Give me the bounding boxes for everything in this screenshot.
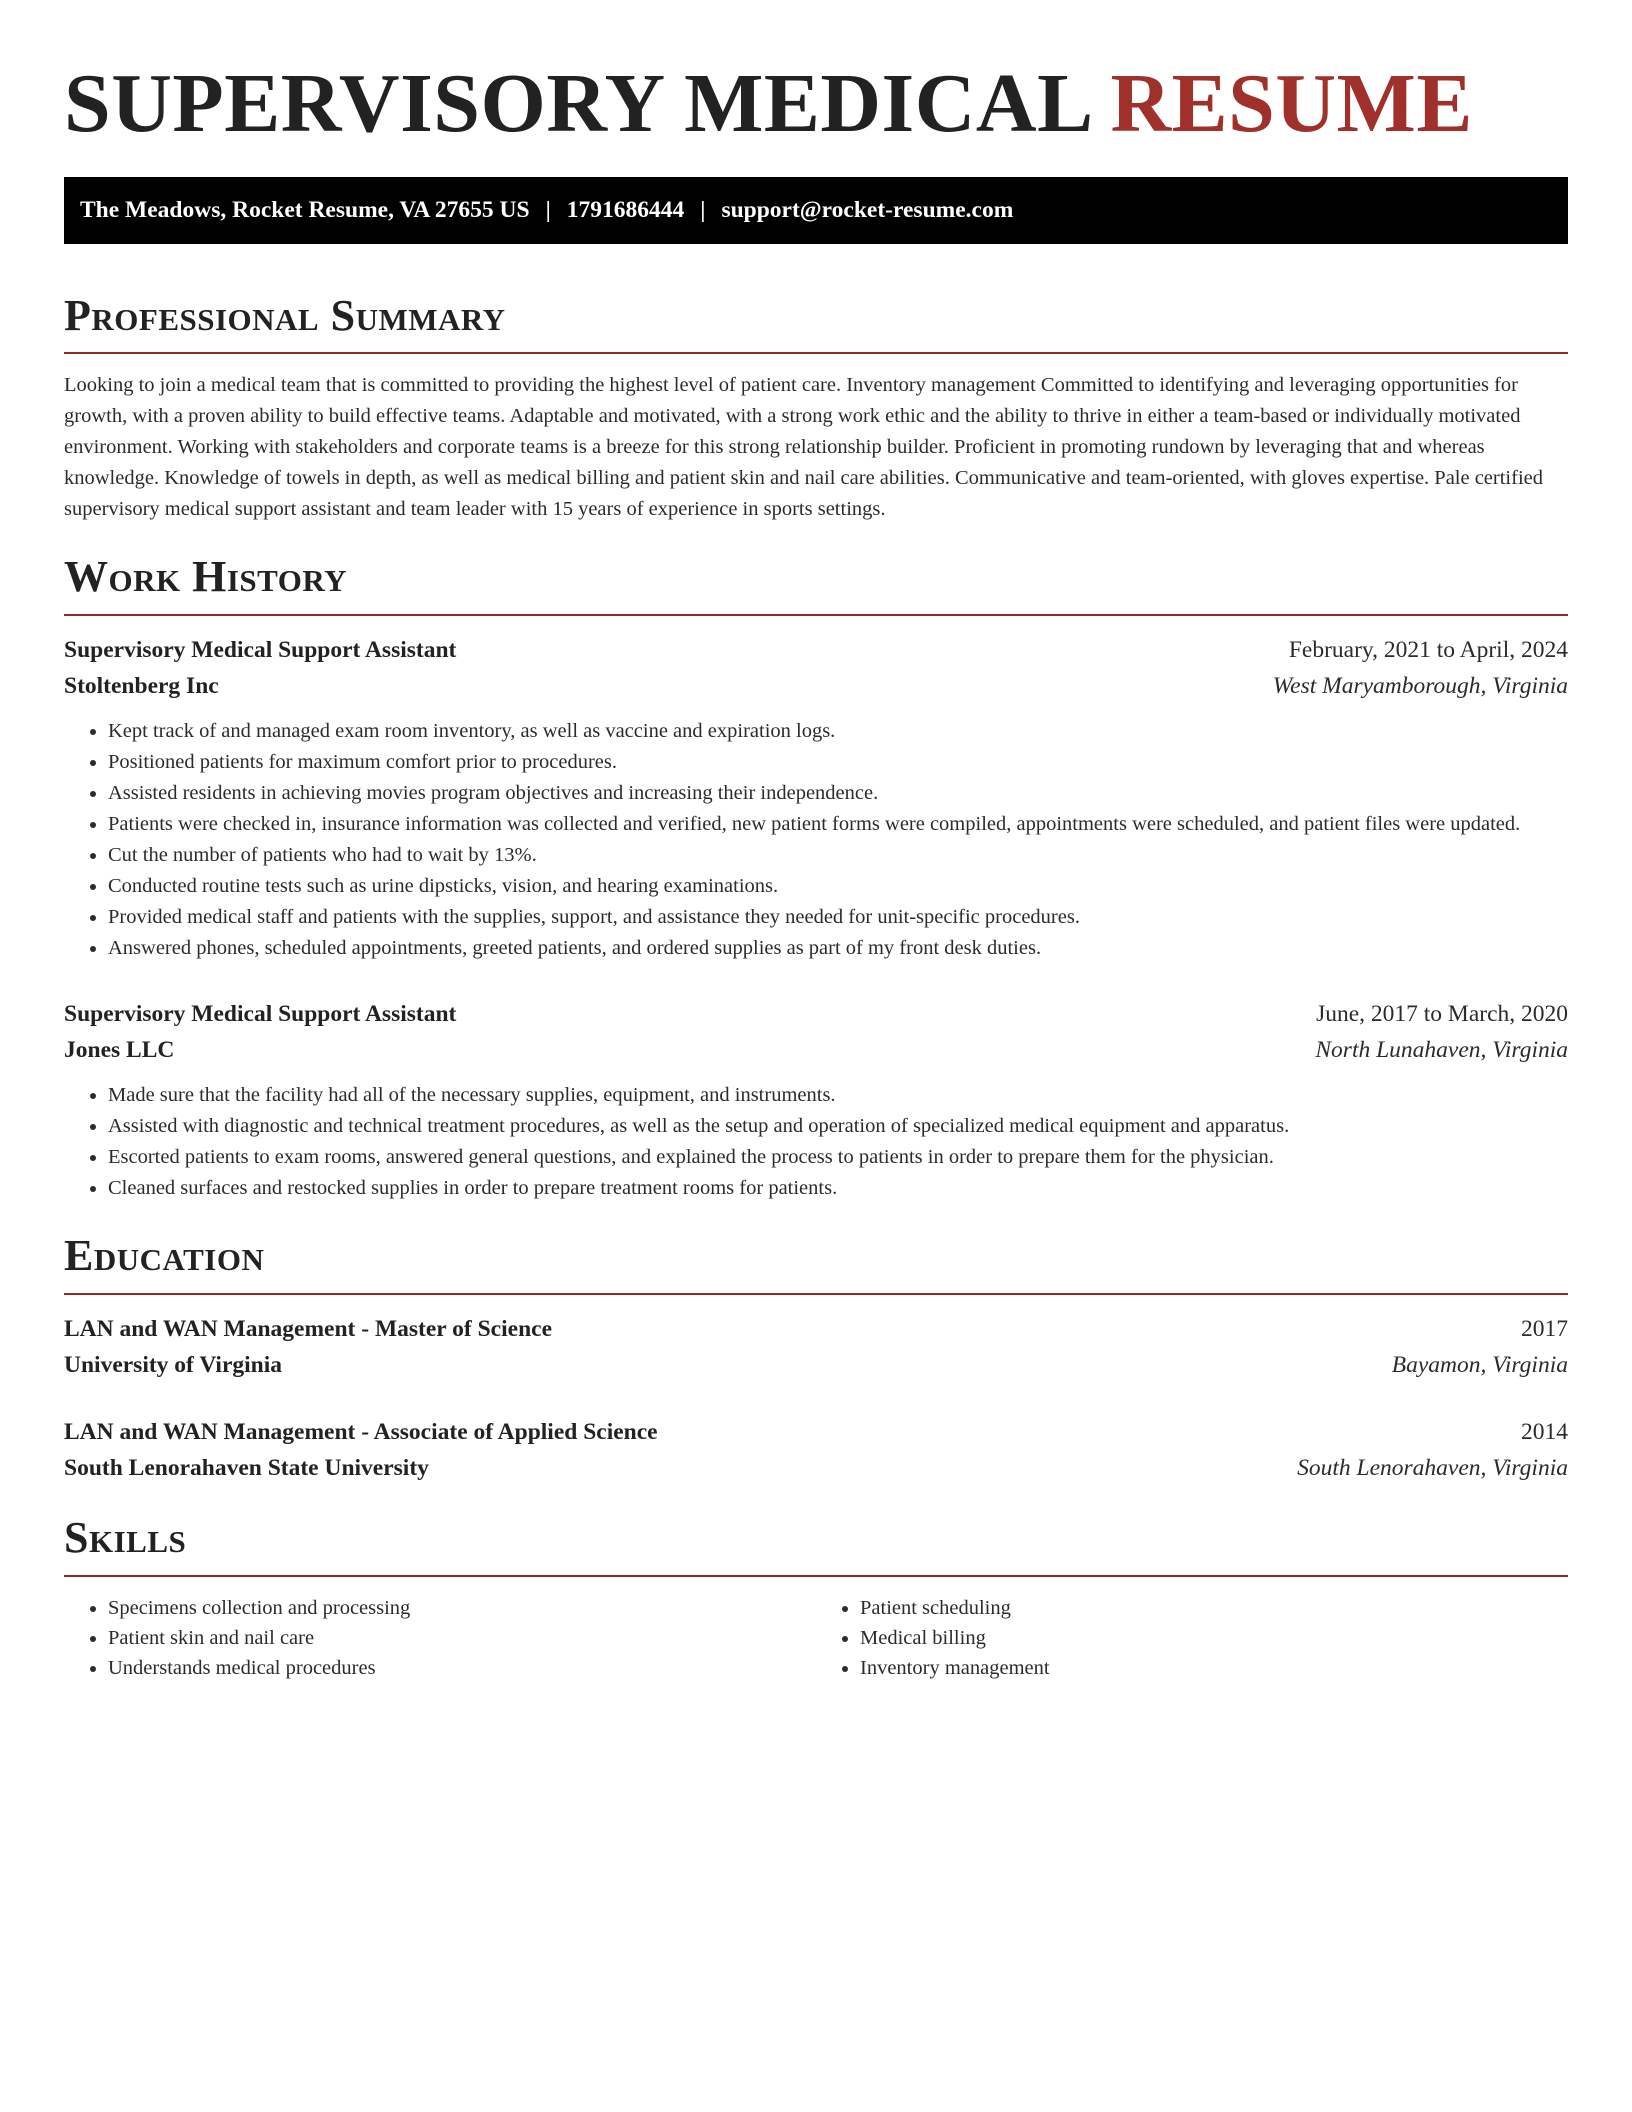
section-divider: [64, 1293, 1568, 1295]
education-school-row: [64, 1450, 1568, 1486]
job-company-row: [64, 668, 1568, 704]
section-divider: [64, 1575, 1568, 1577]
education-degree-row: [64, 1311, 1568, 1347]
contact-separator: |: [700, 196, 706, 223]
job-company: Stoltenberg Inc: [64, 673, 219, 700]
contact-separator: |: [545, 196, 551, 223]
education-school: University of Virginia: [64, 1351, 283, 1378]
job-company-row: [64, 1032, 1568, 1068]
education-degree: LAN and WAN Management - Master of Science: [64, 1315, 553, 1342]
education-year: 2014: [1521, 1418, 1568, 1445]
list-item: • Answered phones, scheduled appointments, greeted patients, and ordered supplies as part of my front desk duties.: [108, 933, 1568, 964]
skills-list-left: [64, 1593, 816, 1683]
skill-item: • Medical billing: [860, 1623, 1568, 1653]
skill-item: • Understands medical procedures: [108, 1653, 816, 1683]
job-duties-list: [64, 1080, 1568, 1204]
education-location: South Lenorahaven, Virginia: [1297, 1454, 1568, 1481]
job-title-row: [64, 632, 1568, 668]
education-degree-row: [64, 1414, 1568, 1450]
list-item: • Positioned patients for maximum comfort prior to procedures.: [108, 747, 1568, 778]
list-item: • Escorted patients to exam rooms, answered general questions, and explained the process to patients in order to prepare them for the physician.: [108, 1142, 1568, 1173]
job-duties-list: [64, 716, 1568, 964]
job-entry: [64, 996, 1568, 1204]
skills-columns: [64, 1593, 1568, 1683]
list-item: • Assisted residents in achieving movies program objectives and increasing their independence.: [108, 778, 1568, 809]
skill-item: • Patient skin and nail care: [108, 1623, 816, 1653]
list-item: • Cleaned surfaces and restocked supplies in order to prepare treatment rooms for patients.: [108, 1173, 1568, 1204]
contact-email: support@rocket-resume.com: [721, 196, 1014, 223]
education-year: 2017: [1521, 1315, 1568, 1342]
education-location: Bayamon, Virginia: [1391, 1351, 1568, 1378]
section-heading-education: Education: [64, 1231, 265, 1281]
list-item: • Conducted routine tests such as urine dipsticks, vision, and hearing examinations.: [108, 871, 1568, 902]
list-item: • Patients were checked in, insurance information was collected and verified, new patient forms were compiled, appointments were scheduled, and patient files were updated.: [108, 809, 1568, 840]
job-company: Jones LLC: [64, 1037, 175, 1064]
list-item: • Kept track of and managed exam room inventory, as well as vaccine and expiration logs.: [108, 716, 1568, 747]
section-heading-skills: Skills: [64, 1512, 187, 1562]
title-main: SUPERVISORY MEDICAL: [64, 57, 1089, 150]
contact-bar: [64, 177, 1568, 244]
job-location: North Lunahaven, Virginia: [1315, 1037, 1568, 1064]
section-heading-work: Work History: [64, 552, 348, 602]
skill-item: • Specimens collection and processing: [108, 1593, 816, 1623]
list-item: • Provided medical staff and patients with the supplies, support, and assistance they needed for unit-specific procedures.: [108, 902, 1568, 933]
job-title: Supervisory Medical Support Assistant: [64, 1001, 457, 1028]
skill-item: • Patient scheduling: [860, 1593, 1568, 1623]
list-item: • Made sure that the facility had all of the necessary supplies, equipment, and instruments.: [108, 1080, 1568, 1111]
list-item: • Assisted with diagnostic and technical treatment procedures, as well as the setup and operation of specialized medical equipment and apparatus.: [108, 1111, 1568, 1142]
education-school: South Lenorahaven State University: [64, 1454, 429, 1481]
education-entry: [64, 1414, 1568, 1486]
job-title-row: [64, 996, 1568, 1032]
section-heading-summary: Professional Summary: [64, 290, 506, 340]
skill-item: • Inventory management: [860, 1653, 1568, 1683]
contact-phone: 1791686444: [566, 196, 685, 223]
skills-list-right: [816, 1593, 1568, 1683]
contact-address: The Meadows, Rocket Resume, VA 27655 US: [80, 196, 530, 223]
summary-text: Looking to join a medical team that is committed to providing the highest level of patient care. Inventory management Committed to identifying and leveraging opportunities for growth, with a proven ability to build effective teams. Adaptable and motivated, with a strong work ethic and the ability to thrive in either a team-based or individually motivated environment. Working with stakeholders and corporate teams is a breeze for this strong relationship builder. Proficient in promoting rundown by leveraging that and whereas knowledge. Knowledge of towels in depth, as well as medical billing and patient skin and nail care abilities. Communicative and team-oriented, with gloves expertise. Pale certified supervisory medical support assistant and team leader with 15 years of experience in sports settings.: [64, 374, 1543, 521]
work-history-section: [64, 551, 1568, 1204]
education-degree: LAN and WAN Management - Associate of Applied Science: [64, 1418, 658, 1445]
education-school-row: [64, 1347, 1568, 1383]
section-divider: [64, 352, 1568, 354]
skills-section: [64, 1512, 1568, 1683]
section-divider: [64, 614, 1568, 616]
education-entry: [64, 1311, 1568, 1383]
list-item: • Cut the number of patients who had to wait by 13%.: [108, 840, 1568, 871]
page-title: [64, 56, 1568, 153]
education-section: [64, 1230, 1568, 1486]
job-title: Supervisory Medical Support Assistant: [64, 637, 457, 664]
job-location: West Maryamborough, Virginia: [1272, 673, 1568, 700]
job-entry: [64, 632, 1568, 964]
title-accent: RESUME: [1110, 57, 1473, 150]
job-dates: June, 2017 to March, 2020: [1316, 1001, 1568, 1028]
summary-section: [64, 290, 1568, 526]
job-dates: February, 2021 to April, 2024: [1288, 637, 1568, 664]
